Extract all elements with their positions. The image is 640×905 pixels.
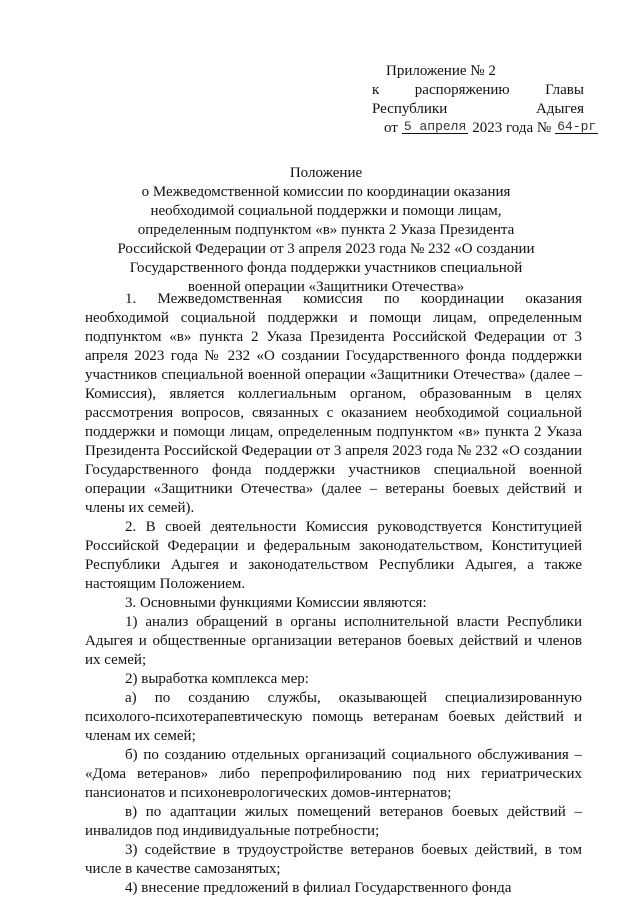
ref-word-order: распоряжению <box>414 82 510 98</box>
paragraph-2: 2. В своей деятельности Комиссия руководствуется Конституцией Российской Федерации и федеральным законодательством, Конституцией Республики Адыгея и законодательством Республики Адыгея, а также настоящим Положением. <box>85 519 582 592</box>
ref-word-adygea: Адыгея <box>535 101 584 117</box>
list-item-2: 2) выработка комплекса мер: <box>125 671 309 687</box>
appendix-header <box>372 62 597 138</box>
year-number-label: 2023 года № <box>472 120 552 136</box>
list-subitem-b: б) по созданию отдельных организаций социального обслуживания – «Дома ветеранов» либо перепрофилированию под них гериатрических пансионатов и психоневрологических домов-интернатов; <box>85 747 582 801</box>
ref-word-head: Главы <box>545 82 584 98</box>
list-subitem-a: а) по созданию службы, оказывающей специализированную психолого-психотерапевтическую помощь ветеранам боевых действий и членам их семей; <box>85 690 582 744</box>
appendix-date-line <box>372 119 597 138</box>
date-prefix: от <box>384 120 398 136</box>
handwritten-date: 5 апреля <box>403 119 467 134</box>
list-item-4: 4) внесение предложений в филиал Государственного фонда <box>125 880 512 896</box>
ref-word-k: к <box>372 82 380 98</box>
paragraph-1: 1. Межведомственная комиссия по координации оказания необходимой социальной поддержки и помощи лицам, определенным подпунктом «в» пункта 2 Указа Президента Российской Федерации от 3 апреля 2023 года № 232 «О создании Государственного фонда поддержки участников специальной военной операции «Защитники Отечества» (далее – Комиссия), является коллегиальным органом, образованным в целях рассмотрения вопросов, связанных с оказанием необходимой социальной поддержки и помощи лицам, определенным подпунктом «в» пункта 2 Указа Президента Российской Федерации от 3 апреля 2023 года № 232 «О создании Государственного фонда поддержки участников специальной военной операции «Защитники Отечества» (далее – ветераны боевых действий и члены их семей). <box>85 291 582 516</box>
appendix-number: Приложение № 2 <box>386 63 496 79</box>
handwritten-number: 64-рг <box>557 119 597 134</box>
paragraph-3: 3. Основными функциями Комиссии являются: <box>125 595 427 611</box>
document-title <box>110 164 542 297</box>
ref-word-republic: Республики <box>372 101 448 117</box>
appendix-republic-line <box>372 100 584 119</box>
title-heading: Положение <box>289 165 363 181</box>
list-item-3: 3) содействие в трудоустройстве ветеранов боевых действий, в том числе в качестве самозанятых; <box>85 842 582 877</box>
document-body <box>85 290 582 898</box>
appendix-ref-line <box>372 81 584 100</box>
list-item-1: 1) анализ обращений в органы исполнительной власти Республики Адыгея и общественные организации ветеранов боевых действий и членов их семей; <box>85 614 582 668</box>
list-subitem-v: в) по адаптации жилых помещений ветеранов боевых действий – инвалидов под индивидуальные потребности; <box>85 804 582 839</box>
title-subtitle: о Межведомственной комиссии по координации оказания необходимой социальной поддержки и помощи лицам, определенным подпунктом «в» пункта 2 Указа Президента Российской Федерации от 3 апреля 2023 года № 232 «О создании Государственного фонда поддержки участников специальной военной операции «Защитники Отечества» <box>117 184 535 295</box>
